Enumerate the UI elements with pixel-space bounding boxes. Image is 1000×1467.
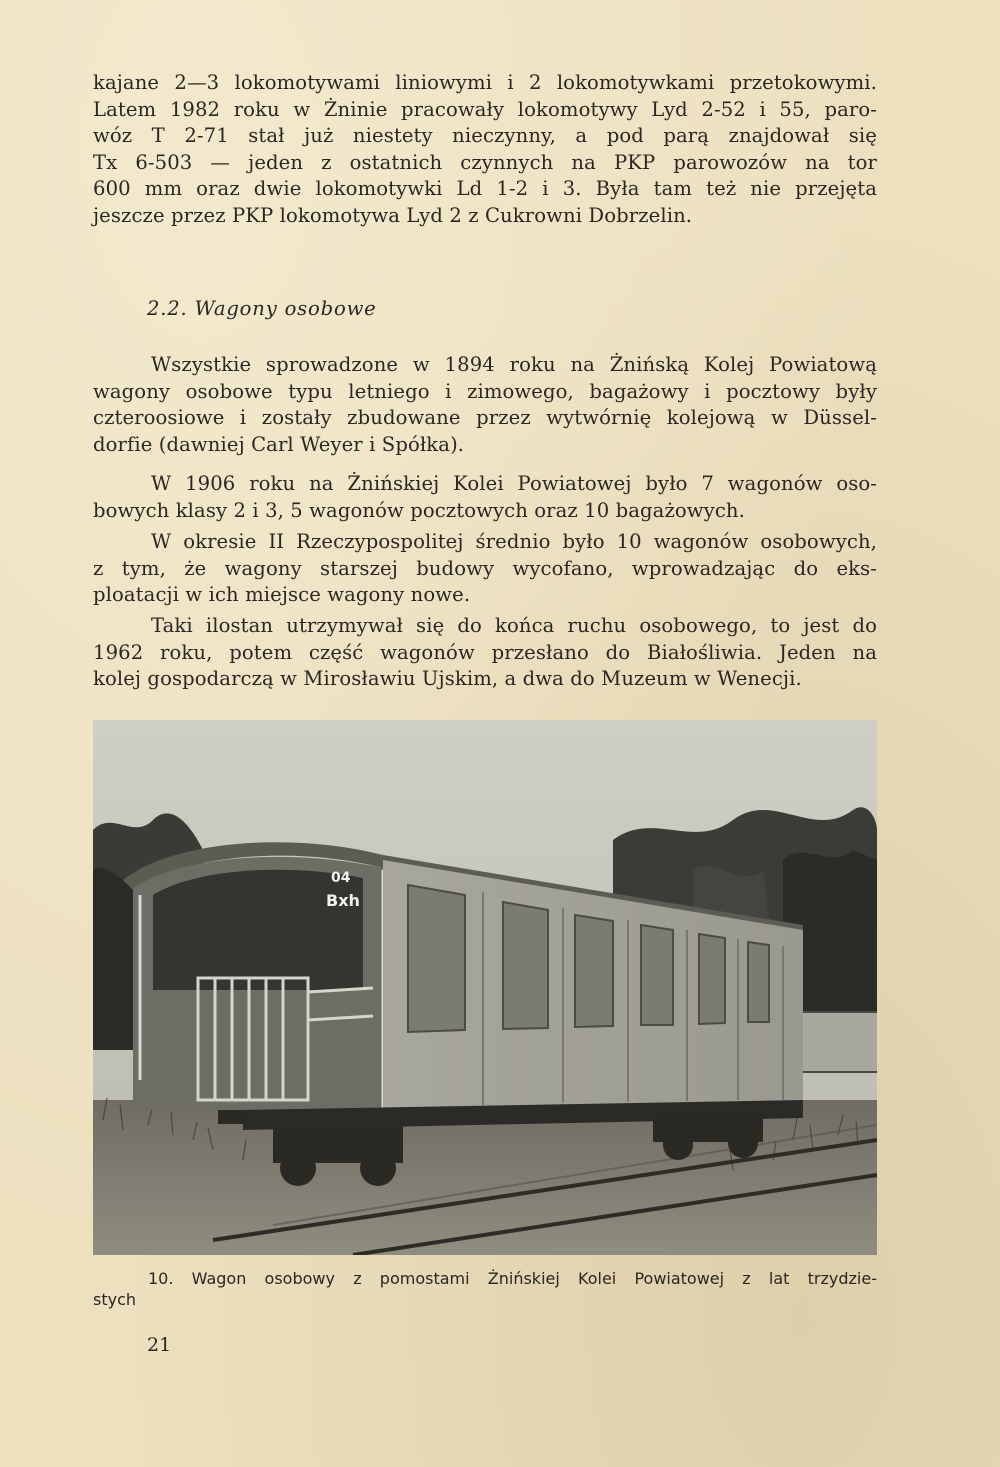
paragraph-2: [93, 471, 877, 524]
text-line: W okresie II Rzeczypospolitej średnio było 10 wagonów osobowych,: [151, 530, 877, 553]
text-line: jeszcze przez PKP lokomotywa Lyd 2 z Cukrowni Dobrzelin.: [93, 203, 693, 227]
text-line: wagony osobowe typu letniego i zimowego, bagażowy i pocztowy były: [93, 379, 877, 403]
text-line: Taki ilostan utrzymywał się do końca ruchu osobowego, to jest do: [151, 614, 877, 637]
paragraph-4: [93, 613, 877, 693]
text-line: W 1906 roku na Żnińskiej Kolei Powiatowej było 7 wagonów oso-: [151, 472, 877, 495]
text-line: z tym, że wagony starszej budowy wycofano, wprowadzając do eks-: [93, 556, 877, 580]
figure-caption: [93, 1268, 877, 1310]
car-number-marking: 04: [331, 870, 351, 886]
section-heading: 2.2. Wagony osobowe: [147, 297, 377, 320]
text-line: kajane 2—3 lokomotywami liniowymi i 2 lokomotywkami przetokowymi.: [93, 71, 877, 94]
paragraph-intro: [93, 70, 877, 229]
text-line: czteroosiowe i zostały zbudowane przez wytwórnię kolejową w Düssel-: [93, 406, 877, 429]
passenger-car-photo: [93, 720, 877, 1255]
text-line: Wszystkie sprowadzone w 1894 roku na Żnińską Kolej Powiatową: [151, 353, 877, 376]
text-line: dorfie (dawniej Carl Weyer i Spółka).: [93, 432, 465, 456]
text-line: bowych klasy 2 i 3, 5 wagonów pocztowych oraz 10 bagażowych.: [93, 498, 745, 522]
background-fence: [793, 1012, 877, 1072]
photo-illustration: [93, 720, 877, 1255]
text-line: wóz T 2-71 stał już niestety nieczynny, a pod parą znajdował się: [93, 124, 877, 147]
text-line: Tx 6-503 — jeden z ostatnich czynnych na PKP parowozów na tor: [93, 150, 877, 174]
text-line: 600 mm oraz dwie lokomotywki Ld 1-2 i 3. Była tam też nie przejęta: [93, 177, 877, 200]
caption-line: stych: [93, 1290, 137, 1309]
page-number: 21: [147, 1334, 172, 1356]
text-line: Latem 1982 roku w Żninie pracowały lokomotywy Lyd 2-52 i 55, paro-: [93, 97, 877, 121]
text-line: 1962 roku, potem część wagonów przesłano do Białośliwia. Jeden na: [93, 640, 877, 664]
caption-line: 10. Wagon osobowy z pomostami Żnińskiej Kolei Powiatowej z lat trzydzie-: [148, 1269, 877, 1288]
text-line: kolej gospodarczą w Mirosławiu Ujskim, a dwa do Muzeum w Wenecji.: [93, 667, 802, 690]
car-class-marking: Bxh: [326, 891, 360, 910]
paragraph-3: [93, 529, 877, 609]
text-line: ploatacji w ich miejsce wagony nowe.: [93, 583, 471, 606]
paragraph-1: [93, 352, 877, 458]
